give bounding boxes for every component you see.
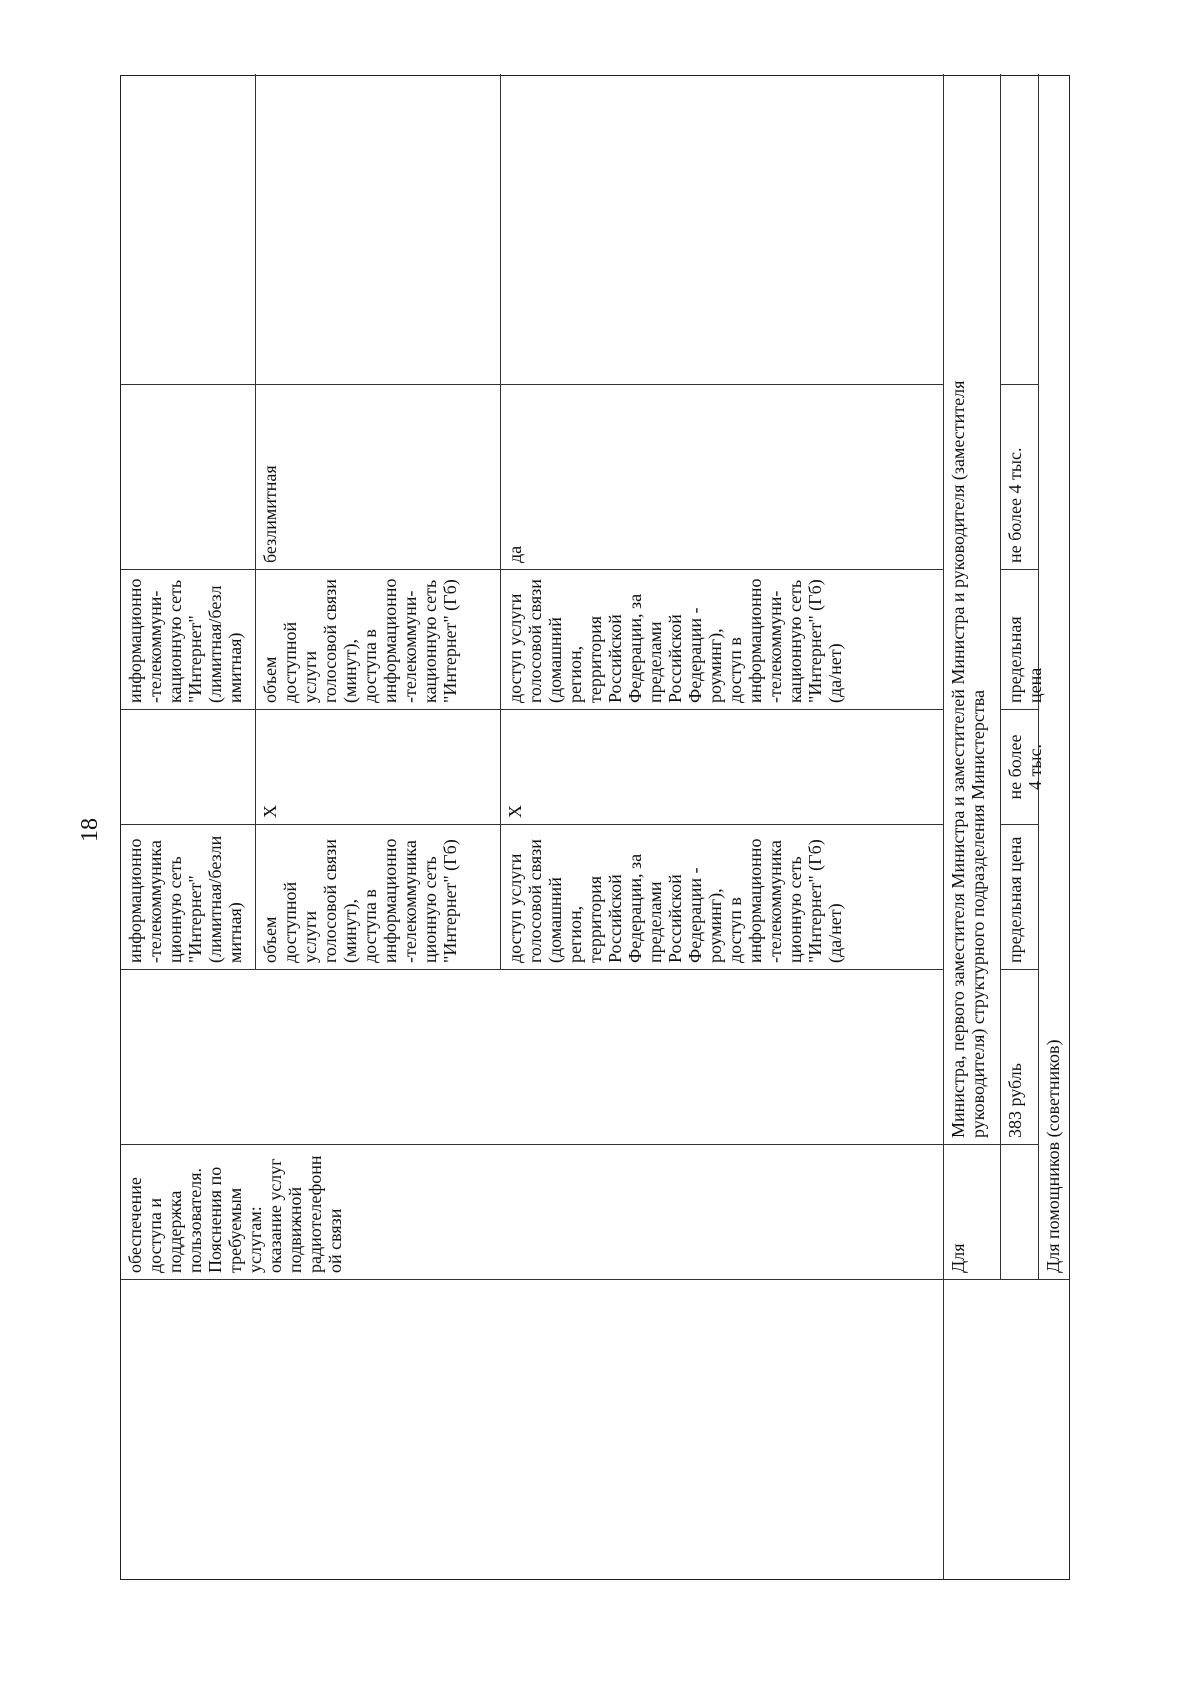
- price-row-label-1: предельная цена: [1001, 824, 1039, 969]
- block-b-row2: X: [256, 709, 501, 824]
- block-e-row1: [121, 74, 256, 384]
- block-d-row2: безлимитная: [256, 384, 501, 569]
- block-b-row3: X: [501, 709, 944, 824]
- block-e-row3: [501, 74, 944, 384]
- block-c-row2: объем доступной услуги голосовой связи (минут), доступа в информационно -телекоммуни- кационную сеть "Интернет" (Гб): [256, 569, 501, 709]
- block-c-row3: доступ услуги голосовой связи (домашний регион, территория Российской Федерации, за пределами Российской Федерации - роуминг), доступ в информационно -телекоммуни- кационную сеть "Интернет" (Гб) (да/нет): [501, 569, 944, 709]
- group-header-text: Министра, первого заместителя Министра и заместителей Министра и руководителя (заместителя руководителя) структурного подразделения Министерства: [944, 74, 1001, 1144]
- left-empty-cell: [121, 1279, 944, 1579]
- service-description-cell: обеспечение доступа и поддержка пользователя. Пояснения по требуемым услугам: оказание услуг подвижной радиотелефонн ой связи: [121, 1144, 944, 1279]
- block-a-row3: доступ услуги голосовой связи (домашний регион, территория Российской Федерации, за пределами Российской Федерации - роуминг), доступ в информационно -телекоммуника ционную сеть "Интернет" (Гб) (да/нет): [501, 824, 944, 969]
- assistants-row: Для помощников (советников): [1043, 1039, 1063, 1273]
- price-row-value-2: не более 4 тыс.: [1001, 384, 1039, 569]
- left-bottom-empty: [944, 1279, 1069, 1579]
- block-c-row1: информационно -телекоммуни- кационную сеть "Интернет" (лимитная/безл имитная): [121, 569, 256, 709]
- page-number: 18: [77, 818, 103, 842]
- block-a-row2: объем доступной услуги голосовой связи (минут), доступа в информационно -телекоммуника ционную сеть "Интернет" (Гб): [256, 824, 501, 969]
- block-d-row3: да: [501, 384, 944, 569]
- price-row-label-2: предельная цена: [1001, 569, 1039, 709]
- price-row-empty-lead: [1001, 1144, 1039, 1279]
- block-b-row1: [121, 709, 256, 824]
- block-a-row1: информационно -телекоммуника ционную сеть "Интернет" (лимитная/безли митная): [121, 824, 256, 969]
- price-row-unit: 383 рубль: [1001, 969, 1039, 1144]
- group-header-prefix: Для: [944, 1144, 1001, 1279]
- rotated-table: [120, 75, 1070, 1580]
- block-d-row1: [121, 384, 256, 569]
- price-row-last-empty: [1001, 74, 1039, 384]
- price-row-value-1: не более 4 тыс.: [1001, 709, 1039, 824]
- block-e-row2: [256, 74, 501, 384]
- empty-column-cell: [121, 969, 944, 1144]
